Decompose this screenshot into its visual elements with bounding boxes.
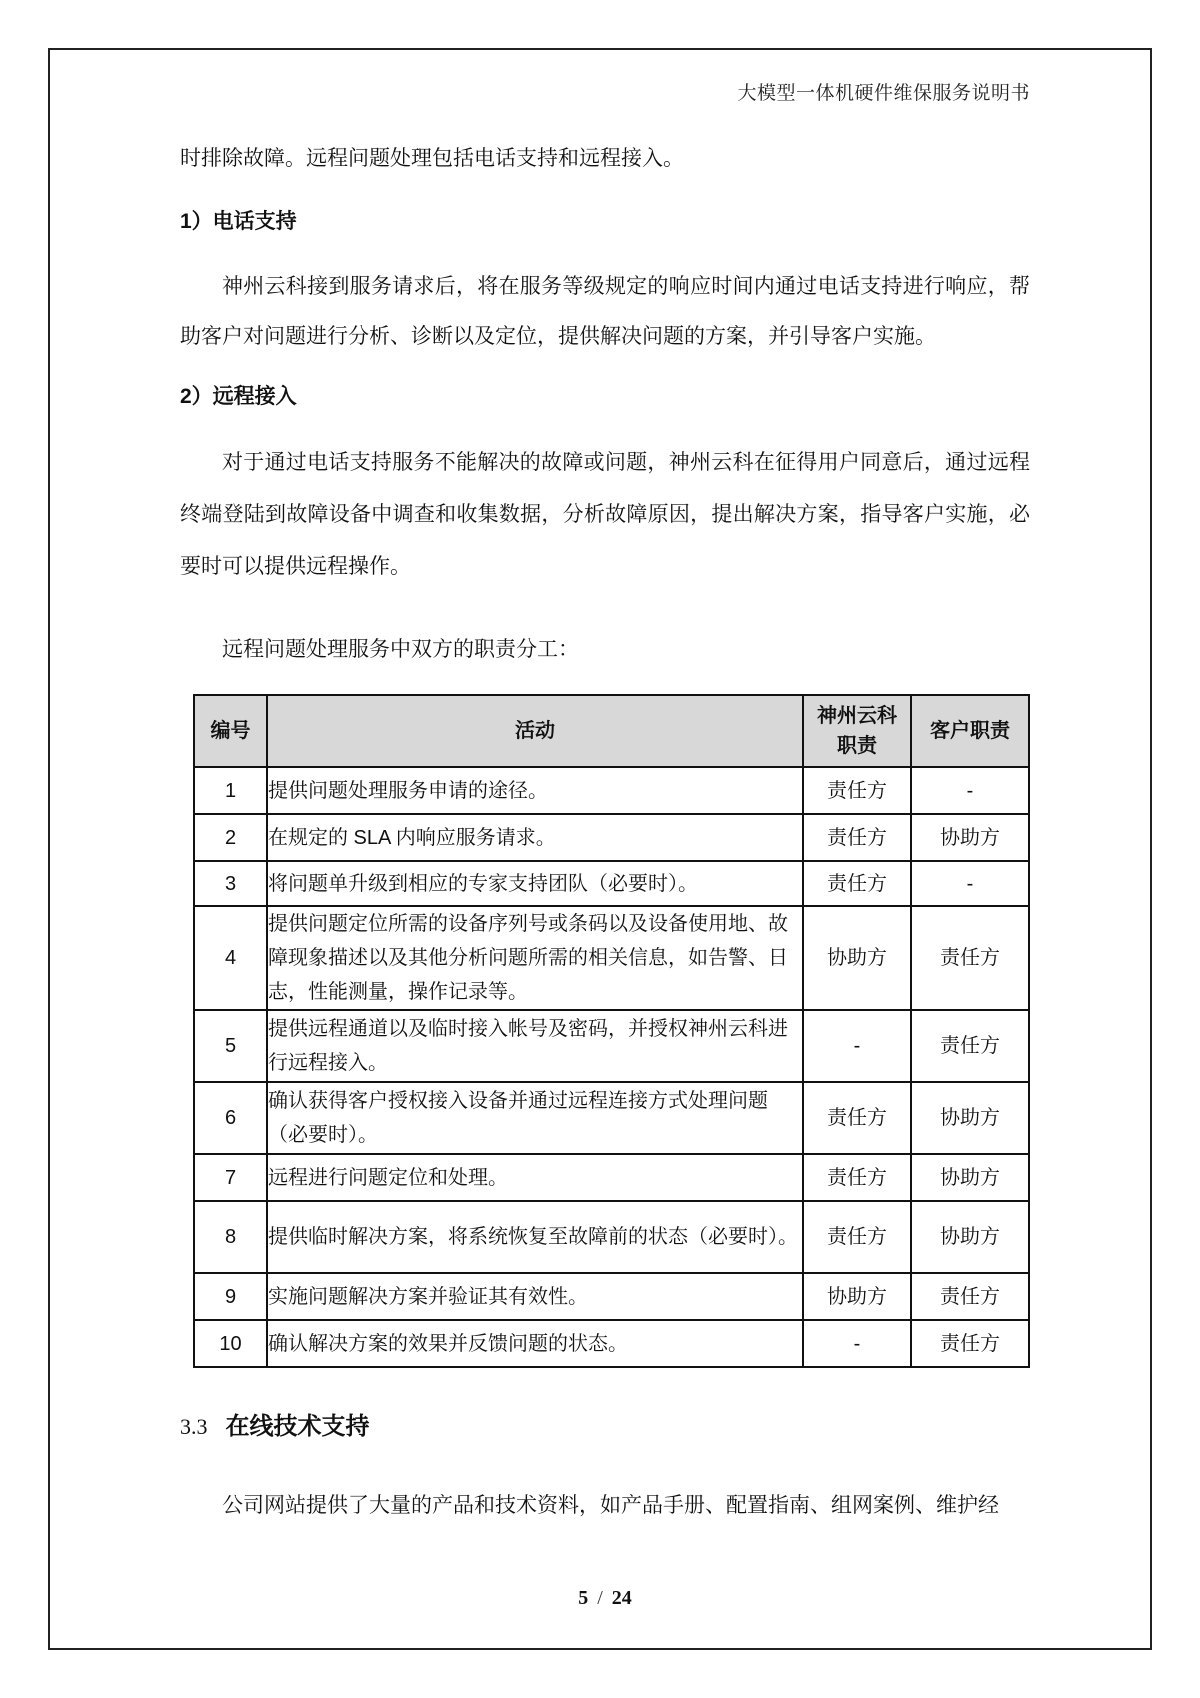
cell-vendor-role: 责任方 bbox=[803, 1201, 911, 1273]
table-header-row bbox=[194, 695, 1029, 767]
paragraph-phone-support: 神州云科接到服务请求后，将在服务等级规定的响应时间内通过电话支持进行响应，帮助客户对问题进行分析、诊断以及定位，提供解决问题的方案，并引导客户实施。 bbox=[180, 275, 1030, 348]
cell-vendor-role: 责任方 bbox=[803, 1154, 911, 1201]
cell-no: 6 bbox=[194, 1082, 267, 1154]
cell-no: 9 bbox=[194, 1273, 267, 1320]
cell-customer-role: 协助方 bbox=[911, 1082, 1029, 1154]
cell-no: 4 bbox=[194, 906, 267, 1010]
cell-vendor-role: 责任方 bbox=[803, 767, 911, 814]
paragraph-remote-access: 对于通过电话支持服务不能解决的故障或问题，神州云科在征得用户同意后，通过远程终端登陆到故障设备中调查和收集数据，分析故障原因，提出解决方案，指导客户实施，必要时可以提供远程操作。 bbox=[180, 451, 1030, 578]
table-row bbox=[194, 1154, 1029, 1201]
section-title: 在线技术支持 bbox=[225, 1413, 370, 1440]
cell-no: 3 bbox=[194, 861, 267, 906]
cell-vendor-role: 责任方 bbox=[803, 814, 911, 861]
table-row bbox=[194, 814, 1029, 861]
table-row bbox=[194, 861, 1029, 906]
column-header-no: 编号 bbox=[194, 695, 267, 767]
page-border-frame bbox=[48, 48, 1152, 1650]
cell-no: 7 bbox=[194, 1154, 267, 1201]
cell-vendor-role: 协助方 bbox=[803, 1273, 911, 1320]
cell-activity: 将问题单升级到相应的专家支持团队（必要时）。 bbox=[267, 861, 803, 906]
cell-customer-role: 协助方 bbox=[911, 814, 1029, 861]
cell-no: 2 bbox=[194, 814, 267, 861]
cell-activity: 远程进行问题定位和处理。 bbox=[267, 1154, 803, 1201]
cell-customer-role: 责任方 bbox=[911, 1010, 1029, 1082]
table-row bbox=[194, 1273, 1029, 1320]
cell-customer-role: - bbox=[911, 767, 1029, 814]
paragraph-responsibility-intro: 远程问题处理服务中双方的职责分工： bbox=[222, 638, 579, 661]
section-number: 3.3 bbox=[180, 1414, 208, 1439]
cell-activity: 提供远程通道以及临时接入帐号及密码，并授权神州云科进行远程接入。 bbox=[267, 1010, 803, 1082]
current-page-number: 5 bbox=[578, 1587, 589, 1609]
cell-customer-role: 协助方 bbox=[911, 1201, 1029, 1273]
cell-vendor-role: 责任方 bbox=[803, 861, 911, 906]
cell-customer-role: 责任方 bbox=[911, 1273, 1029, 1320]
cell-customer-role: 责任方 bbox=[911, 1320, 1029, 1367]
cell-activity: 确认获得客户授权接入设备并通过远程连接方式处理问题（必要时）。 bbox=[267, 1082, 803, 1154]
table-row bbox=[194, 1201, 1029, 1273]
table-row bbox=[194, 906, 1029, 1010]
intro-paragraph: 时排除故障。远程问题处理包括电话支持和远程接入。 bbox=[180, 147, 684, 170]
table-row bbox=[194, 767, 1029, 814]
heading-phone-support: 1）电话支持 bbox=[180, 210, 297, 233]
cell-activity: 实施问题解决方案并验证其有效性。 bbox=[267, 1273, 803, 1320]
responsibility-table bbox=[193, 694, 1030, 1368]
cell-no: 5 bbox=[194, 1010, 267, 1082]
column-header-customer: 客户职责 bbox=[911, 695, 1029, 767]
page-number-separator: / bbox=[597, 1587, 603, 1609]
paragraph-online-support: 公司网站提供了大量的产品和技术资料，如产品手册、配置指南、组网案例、维护经 bbox=[222, 1494, 999, 1517]
column-header-activity: 活动 bbox=[267, 695, 803, 767]
table-row bbox=[194, 1082, 1029, 1154]
page-content bbox=[50, 80, 1150, 1612]
column-header-vendor: 神州云科职责 bbox=[803, 695, 911, 767]
table-row bbox=[194, 1010, 1029, 1082]
document-header-title: 大模型一体机硬件维保服务说明书 bbox=[737, 83, 1030, 104]
cell-activity: 确认解决方案的效果并反馈问题的状态。 bbox=[267, 1320, 803, 1367]
cell-activity: 提供问题处理服务申请的途径。 bbox=[267, 767, 803, 814]
cell-no: 1 bbox=[194, 767, 267, 814]
cell-customer-role: - bbox=[911, 861, 1029, 906]
cell-no: 10 bbox=[194, 1320, 267, 1367]
cell-vendor-role: 责任方 bbox=[803, 1082, 911, 1154]
cell-activity: 在规定的 SLA 内响应服务请求。 bbox=[267, 814, 803, 861]
heading-remote-access: 2）远程接入 bbox=[180, 385, 297, 408]
section-heading-online-support bbox=[180, 1410, 1030, 1447]
cell-customer-role: 责任方 bbox=[911, 906, 1029, 1010]
cell-customer-role: 协助方 bbox=[911, 1154, 1029, 1201]
cell-vendor-role: 协助方 bbox=[803, 906, 911, 1010]
table-row bbox=[194, 1320, 1029, 1367]
cell-vendor-role: - bbox=[803, 1010, 911, 1082]
cell-activity: 提供临时解决方案，将系统恢复至故障前的状态（必要时）。 bbox=[267, 1201, 803, 1273]
page-number-footer bbox=[180, 1584, 1030, 1612]
cell-vendor-role: - bbox=[803, 1320, 911, 1367]
cell-activity: 提供问题定位所需的设备序列号或条码以及设备使用地、故障现象描述以及其他分析问题所需的相关信息，如告警、日志，性能测量，操作记录等。 bbox=[267, 906, 803, 1010]
cell-no: 8 bbox=[194, 1201, 267, 1273]
total-page-number: 24 bbox=[611, 1587, 632, 1609]
